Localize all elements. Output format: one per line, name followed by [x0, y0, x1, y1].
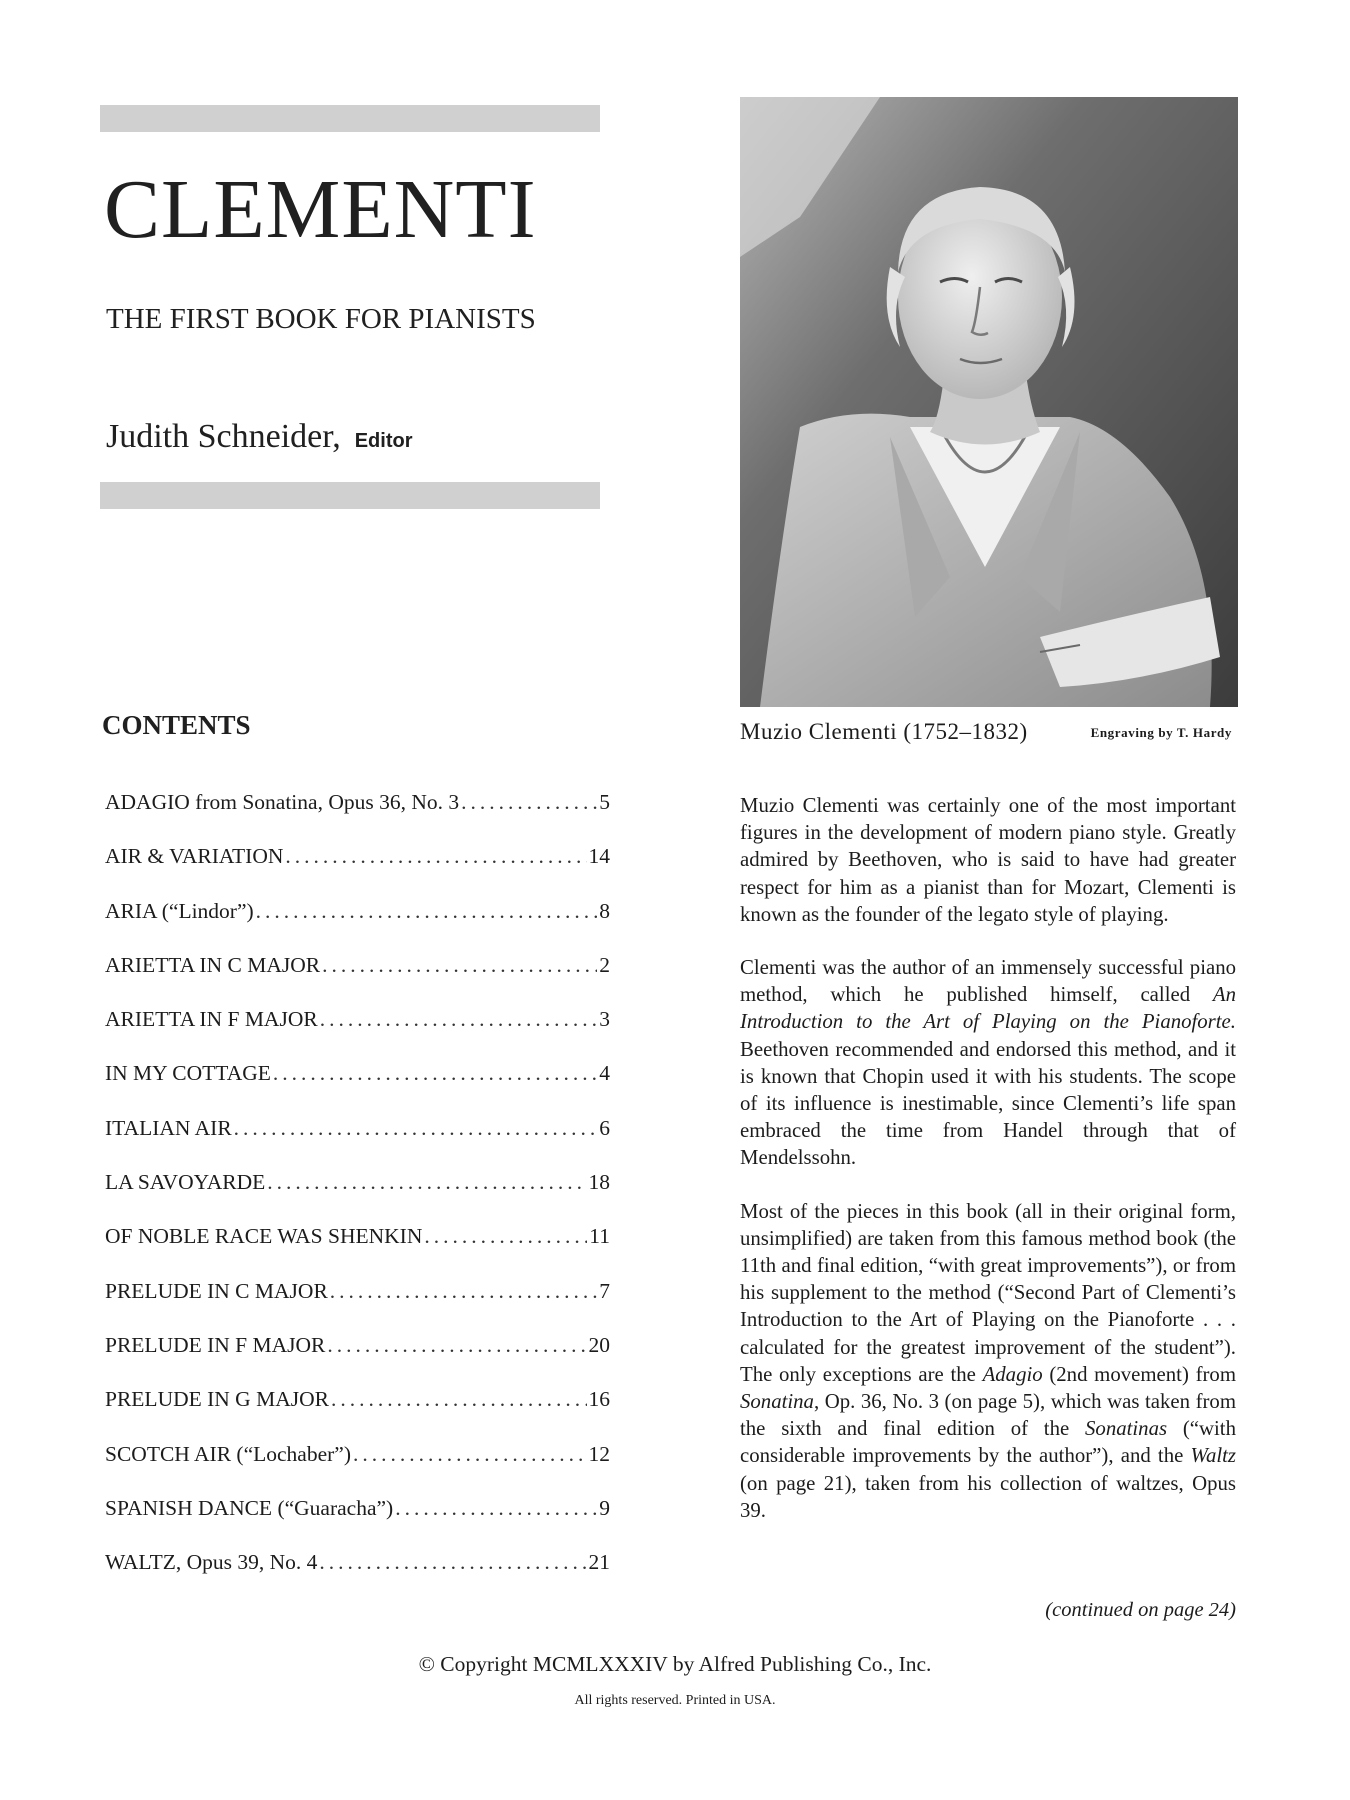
toc-entry [105, 1332, 610, 1389]
editor-name: Judith Schneider, [106, 418, 341, 455]
toc-entry [105, 1009, 610, 1063]
toc-entry [105, 1063, 610, 1117]
toc-dot-leader [395, 1498, 597, 1520]
toc-entry-title: ADAGIO from Sonatina, Opus 36, No. 3 [105, 790, 460, 814]
p2-text-b: Beethoven recommended and endorsed this method, and it is known that Chopin used it with his students. The scope of its influence is inestimable, since Clementi’s life span embraced the time from Handel through that of Mendelssohn. [740, 1037, 1236, 1170]
toc-entry-page: 7 [599, 1278, 610, 1303]
toc-entry [105, 1226, 610, 1280]
editor-credit [106, 420, 413, 454]
introduction-text [740, 792, 1236, 1550]
toc-entry-page: 4 [599, 1061, 610, 1086]
p3-italic-sonatina: Sonatina [740, 1390, 814, 1414]
toc-entry-title: OF NOBLE RACE WAS SHENKIN [105, 1224, 423, 1249]
toc-entry-page: 21 [588, 1550, 610, 1575]
toc-entry-title: WALTZ, Opus 39, No. 4 [105, 1550, 318, 1575]
toc-entry-page: 9 [599, 1495, 610, 1520]
p3-text-3: , Op. 36, No. 3 (on page 5), which was taken from the sixth and final edition of the [740, 1390, 1236, 1441]
toc-entry-title: ITALIAN AIR [105, 1115, 232, 1140]
portrait-caption [740, 720, 1240, 743]
toc-dot-leader [322, 955, 597, 977]
top-decorative-band [100, 105, 600, 132]
toc-entry-title: LA SAVOYARDE [105, 1170, 266, 1195]
toc-entry-title: PRELUDE IN F MAJOR [105, 1332, 326, 1357]
toc-entry [105, 1278, 610, 1335]
intro-paragraph-1: Muzio Clementi was certainly one of the most important figures in the development of modern piano style. Greatly admired by Beethoven, who is said to have had greater respect for him as a pianist than for Mozart, Clementi is known as the founder of the legato style of playing. [740, 794, 1236, 926]
p3-italic-sonatinas: Sonatinas [1085, 1417, 1168, 1441]
toc-entry-title: ARIA (“Lindor”) [105, 898, 254, 923]
toc-entry [105, 1441, 610, 1498]
toc-entry-page: 6 [599, 1115, 610, 1140]
toc-dot-leader [319, 1552, 586, 1574]
toc-dot-leader [330, 1281, 597, 1303]
toc-entry-page: 12 [588, 1441, 610, 1466]
toc-entry [105, 1552, 610, 1606]
toc-entry-title: ARIETTA IN F MAJOR [105, 1007, 318, 1032]
toc-entry-page: 2 [599, 952, 610, 977]
toc-entry-title: PRELUDE IN G MAJOR [105, 1387, 329, 1412]
toc-dot-leader [353, 1444, 587, 1466]
book-subtitle: THE FIRST BOOK FOR PIANISTS [106, 303, 536, 335]
p3-italic-waltz: Waltz [1190, 1444, 1236, 1468]
caption-name: Muzio Clementi (1752–1832) [740, 719, 1028, 744]
rights-line: All rights reserved. Printed in USA. [574, 1693, 776, 1708]
portrait-illustration [740, 97, 1238, 707]
copyright-line: © Copyright MCMLXXXIV by Alfred Publishing Co., Inc. [418, 1652, 932, 1676]
toc-entry-title: ARIETTA IN C MAJOR [105, 952, 321, 977]
toc-entry [105, 1389, 610, 1443]
intro-paragraph-3 [740, 1198, 1236, 1524]
toc-dot-leader [320, 1009, 598, 1031]
toc-entry-page: 14 [588, 844, 610, 869]
toc-entry [105, 952, 610, 1009]
toc-dot-leader [331, 1389, 587, 1411]
toc-entry-page: 5 [599, 790, 610, 814]
toc-dot-leader [256, 901, 598, 923]
toc-entry-title: PRELUDE IN C MAJOR [105, 1278, 328, 1303]
toc-dot-leader [267, 1172, 586, 1194]
intro-paragraph-2 [740, 954, 1236, 1172]
toc-entry [105, 1495, 610, 1552]
portrait-engraving [740, 97, 1238, 707]
toc-entry-page: 11 [589, 1224, 610, 1249]
p3-text-4: (“with considerable improvements by the author”), and the [740, 1417, 1236, 1468]
p2-text-a: Clementi was the author of an immensely successful piano method, which he published himself, called [740, 956, 1236, 1007]
toc-dot-leader [327, 1335, 586, 1357]
toc-entry-page: 16 [588, 1387, 610, 1412]
toc-entry-title: SPANISH DANCE (“Guaracha”) [105, 1495, 394, 1520]
p3-text-2: (2nd movement) from [1042, 1362, 1237, 1386]
toc-entry [105, 1172, 610, 1226]
toc-dot-leader [424, 1226, 587, 1248]
toc-entry-page: 3 [599, 1007, 610, 1032]
toc-entry-page: 18 [588, 1170, 610, 1195]
method-book-title: An Introduction to the Art of Playing on the Pianoforte. [740, 983, 1236, 1034]
toc-dot-leader [461, 792, 597, 814]
toc-entry [105, 846, 610, 900]
toc-entry [105, 898, 610, 955]
editor-role: Editor [354, 430, 413, 452]
table-of-contents [105, 792, 610, 1606]
p3-text-5: (on page 21), taken from his collection of waltzes, Opus 39. [740, 1471, 1236, 1522]
toc-entry-title: IN MY COTTAGE [105, 1061, 271, 1086]
toc-dot-leader [285, 846, 586, 868]
engraving-credit: Engraving by T. Hardy [1090, 725, 1232, 740]
toc-entry-page: 8 [599, 898, 610, 923]
contents-heading: CONTENTS [102, 710, 251, 740]
book-title: CLEMENTI [104, 163, 537, 256]
toc-entry-page: 20 [588, 1332, 610, 1357]
p3-text-1: Most of the pieces in this book (all in their original form, unsimplified) are taken from this famous method book (the 11th and final edition, “with great improvements”), or from his supplement to the method (“Second Part of Clementi’s Introduction to the Art of Playing on the Pianoforte . . . calculated for the greatest improvement of the student”). The only exceptions are the [740, 1199, 1236, 1386]
toc-entry [105, 792, 610, 846]
toc-dot-leader [234, 1118, 598, 1140]
continued-note: (continued on page 24) [1045, 1599, 1236, 1621]
p3-italic-adagio: Adagio [982, 1362, 1043, 1386]
toc-dot-leader [273, 1063, 597, 1085]
toc-entry [105, 1115, 610, 1172]
toc-entry-title: SCOTCH AIR (“Lochaber”) [105, 1441, 351, 1466]
bottom-decorative-band [100, 482, 600, 509]
toc-entry-title: AIR & VARIATION [105, 844, 284, 869]
